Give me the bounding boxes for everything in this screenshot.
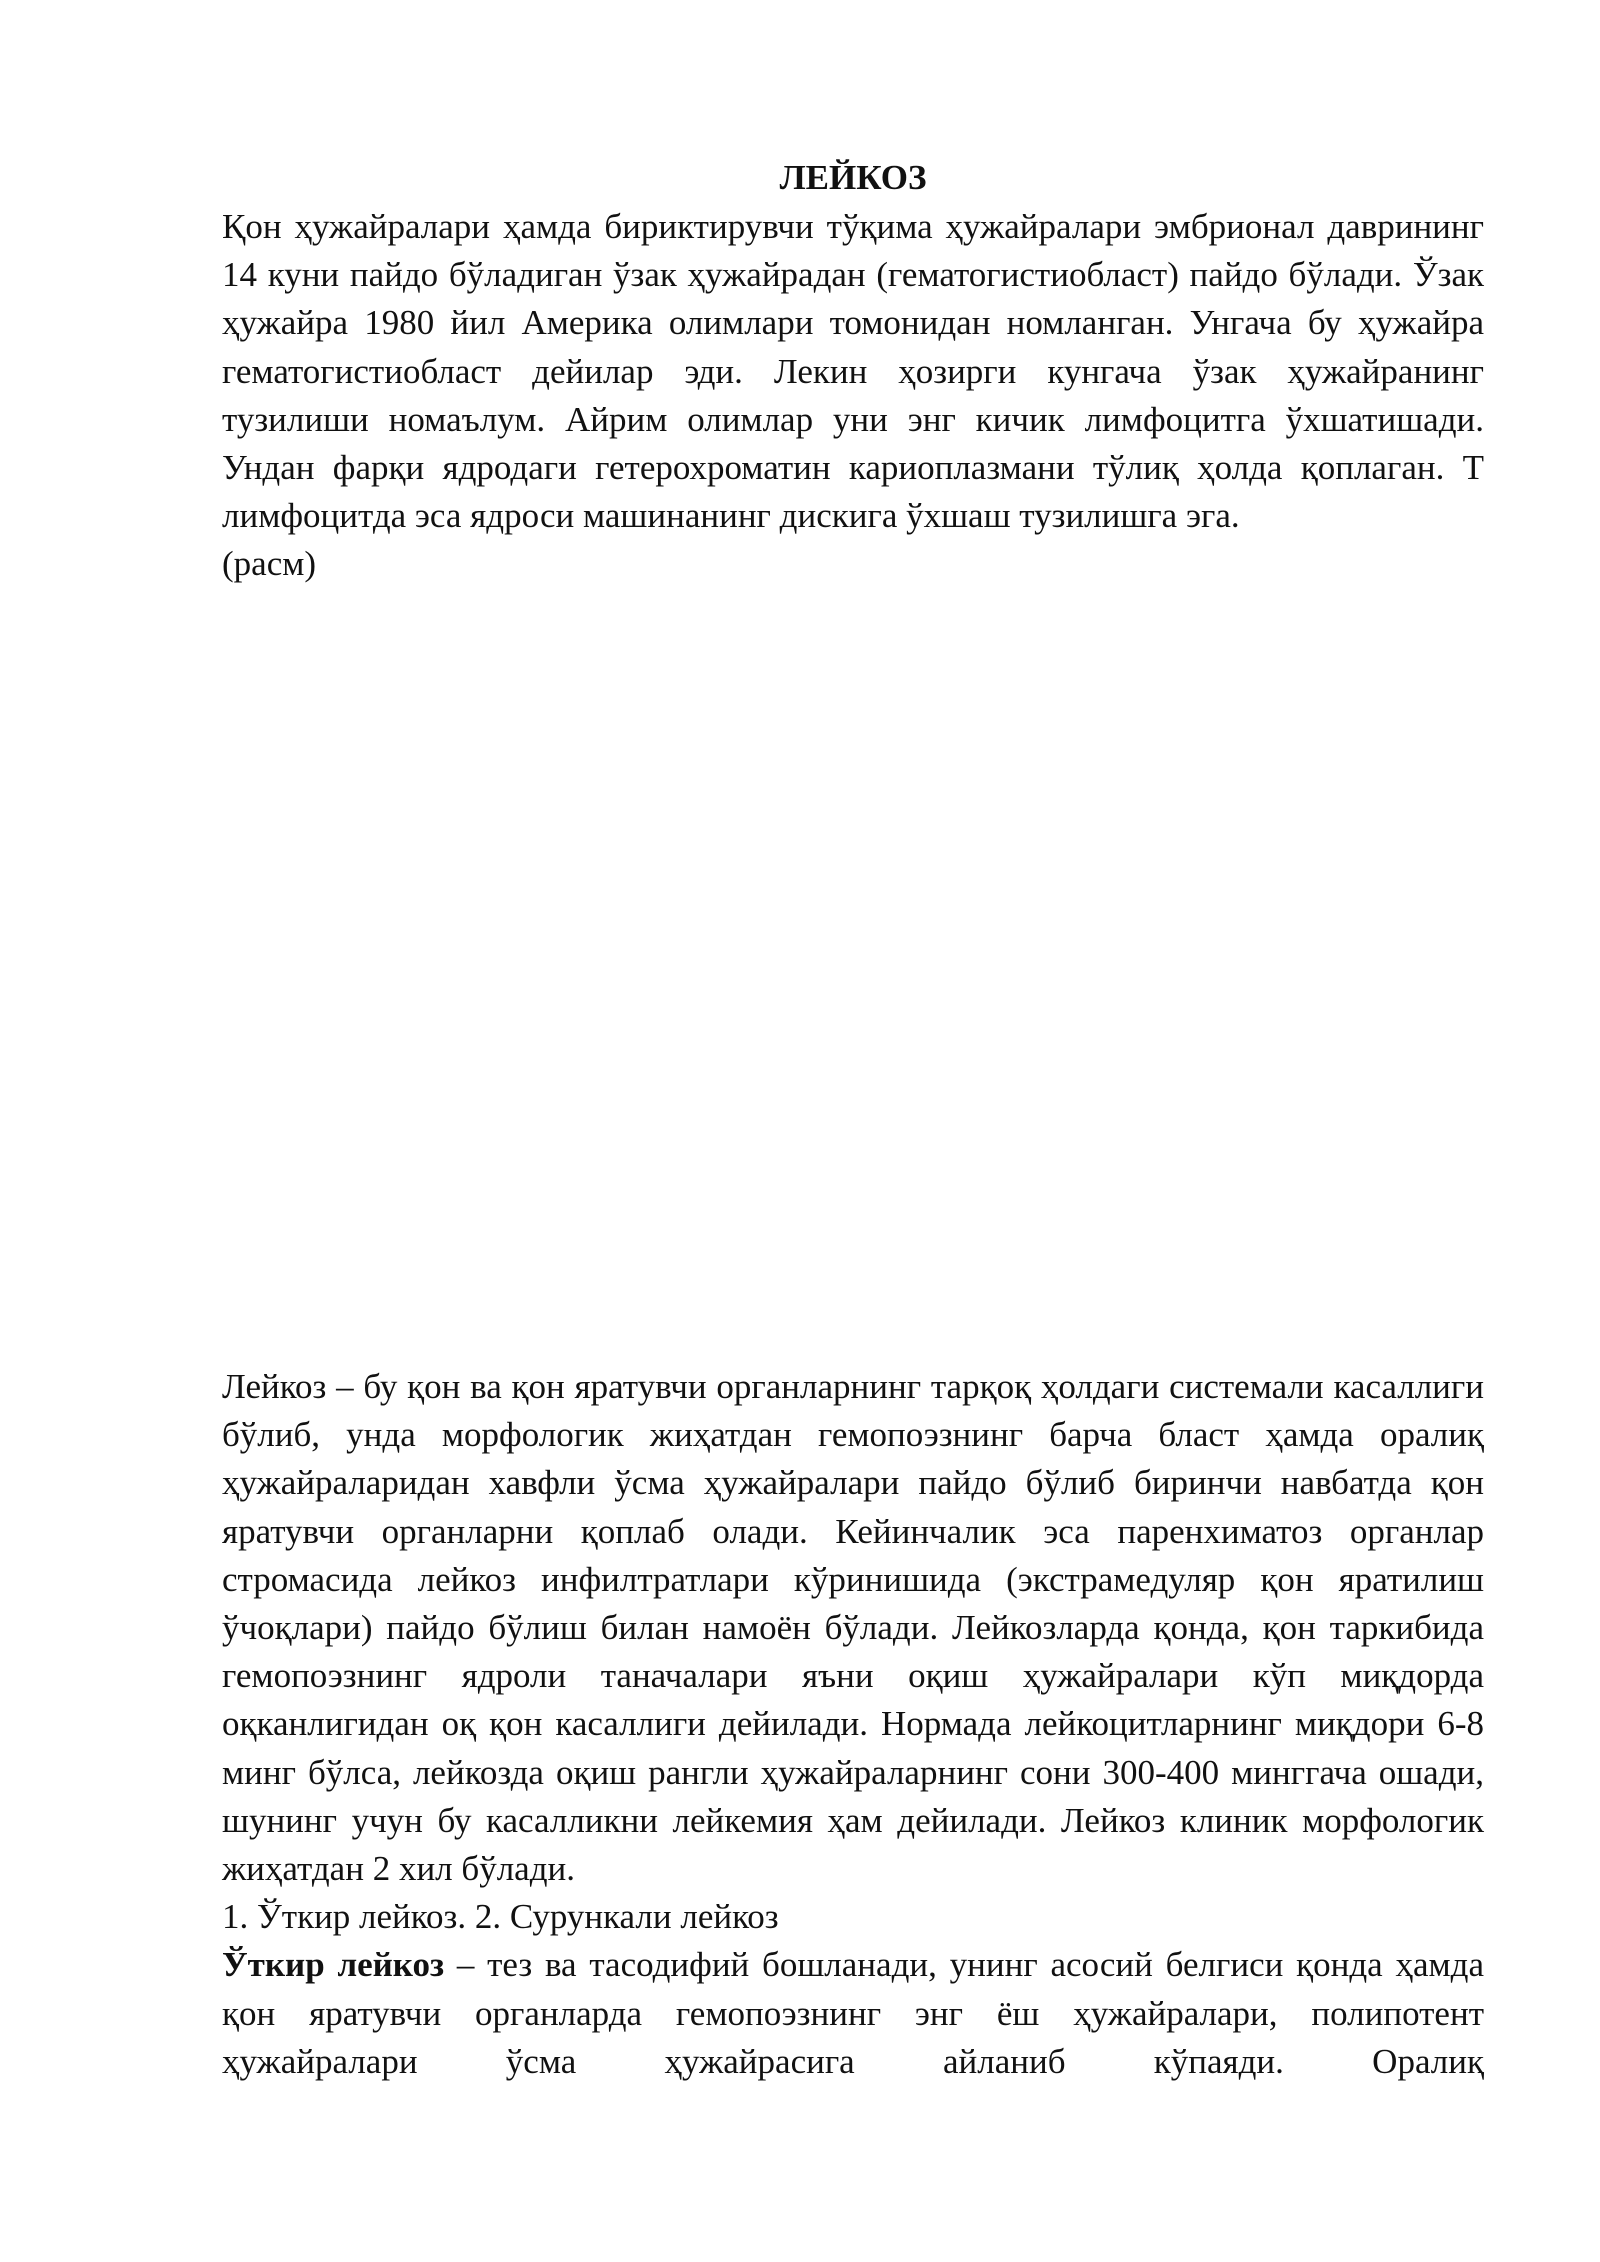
- document-title: ЛЕЙКОЗ: [779, 158, 927, 197]
- acute-leukosis-text: – тез ва тасодифий бошланади, унинг асосий белгиси қонда ҳамда қон яратувчи органларда гемопоэзнинг энг ёш ҳужайралари, полипотент ҳужайралари ўсма ҳужайрасига айланиб кўпаяди. Оралиқ: [222, 1945, 1484, 2081]
- stem-cell-paragraph: Қон ҳужайралари ҳамда бириктирувчи тўқима ҳужайралари эмбрионал даврининг 14 куни пайдо бўладиган ўзак ҳужайрадан (гематогистиобласт) пайдо бўлади. Ўзак ҳужайра 1980 йил Америка олимлари томонидан номланган. Унгача бу ҳужайра гематогистиобласт дейилар эди. Лекин ҳозирги кунгача ўзак ҳужайранинг тузилиши номаълум. Айрим олимлар уни энг кичик лимфоцитга ўхшатишади. Ундан фарқи ядродаги гетерохроматин кариоплазмани тўлиқ ҳолда қоплаган. Т лимфоцитда эса ядроси машинанинг дискига ўхшаш тузилишга эга.: [222, 207, 1484, 536]
- leukosis-types-line: 1. Ўткир лейкоз. 2. Сурункали лейкоз: [222, 1897, 779, 1937]
- leukosis-definition-paragraph: Лейкоз – бу қон ва қон яратувчи органларнинг тарқоқ ҳолдаги системали касаллиги бўлиб, унда морфологик жиҳатдан гемопоэзнинг барча бласт ҳамда оралиқ ҳужайраларидан хавфли ўсма ҳужайралари пайдо бўлиб биринчи навбатда қон яратувчи органларни қоплаб олади. Кейинчалик эса паренхиматоз органлар стромасида лейкоз инфилтратлари кўринишида (экстрамедуляр қон яратилиш ўчоқлари) пайдо бўлиш билан намоён бўлади. Лейкозларда қонда, қон таркибида гемопоэзнинг ядроли таначалари яъни оқиш ҳужайралари кўп миқдорда оқканлигидан оқ қон касаллиги дейилади. Нормада лейкоцитларнинг миқдори 6-8 минг бўлса, лейкозда оқиш рангли ҳужайраларнинг сони 300-400 минггача ошади, шунинг учун бу касалликни лейкемия ҳам дейилади. Лейкоз клиник морфологик жиҳатдан 2 хил бўлади.: [222, 1367, 1484, 1889]
- intro-section: [222, 203, 1484, 589]
- figure-placeholder: (расм): [222, 544, 317, 584]
- acute-leukosis-term: Ўткир лейкоз: [222, 1945, 445, 1985]
- leukosis-section: [222, 1363, 1484, 2086]
- acute-leukosis-paragraph: [222, 1941, 1484, 2086]
